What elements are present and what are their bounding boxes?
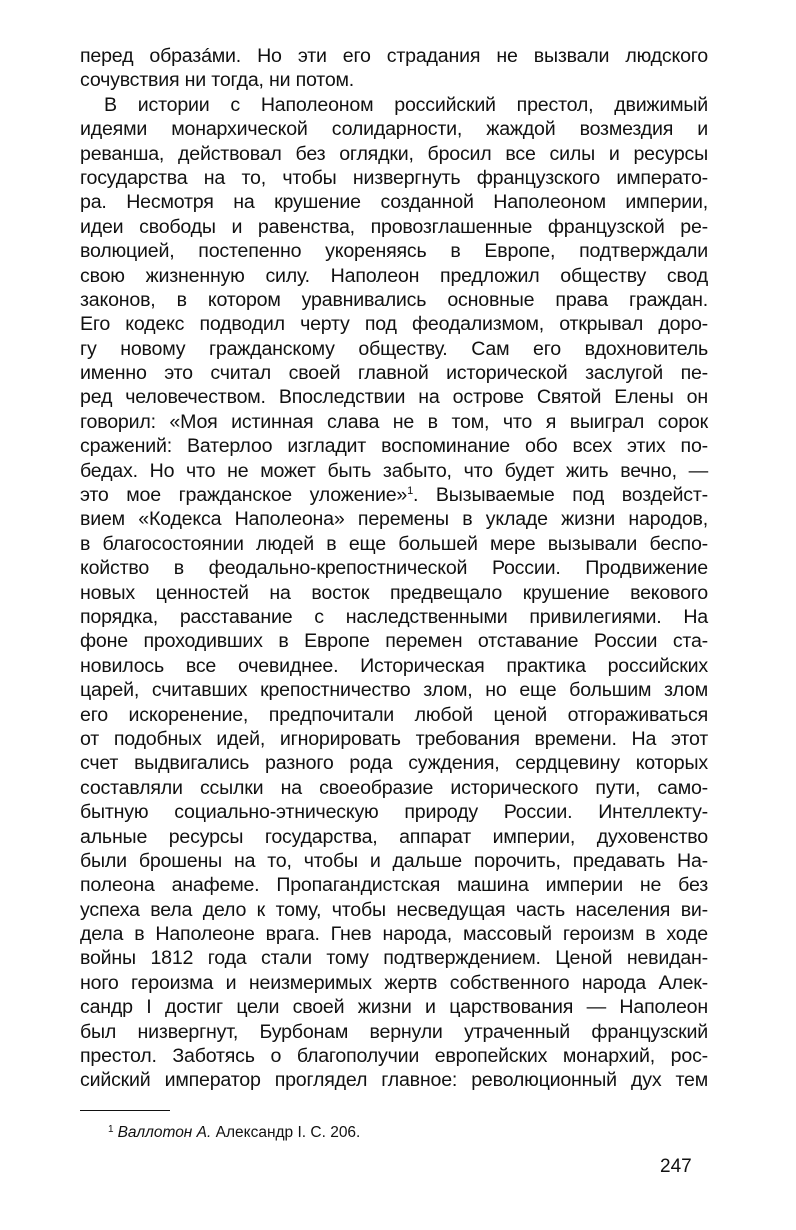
text-line: полеона анафеме. Пропагандистская машина империи не без [80, 874, 708, 897]
text-line: его искоренение, предпочитали любой ценой отгораживаться [80, 703, 708, 726]
text-line: от подобных идей, игнорировать требования времени. На этот [80, 727, 708, 750]
text-line: койство в феодально-крепостнической России. Продвижение [80, 557, 708, 580]
text-line: ра. Несмотря на крушение созданной Наполеоном империи, [80, 191, 708, 214]
text-line: порядка, расставание с наследственными привилегиями. На [80, 605, 708, 628]
text-line: ред человечеством. Впоследствии на острове Святой Елены он [80, 386, 708, 409]
text-line-with-footnote-ref [80, 483, 708, 507]
text-line: сочувствия ни тогда, ни потом. [80, 69, 355, 92]
text-line: в благосостоянии людей в еще большей мере вызывали беспо- [80, 532, 708, 555]
text-line: был низвергнут, Бурбонам вернули утраченный французский [80, 1020, 708, 1043]
text-line-end: . Вызываемые под воздейст- [413, 484, 709, 507]
text-line: сийский император проглядел главное: революционный дух тем [80, 1069, 708, 1092]
text-line: фоне проходивших в Европе перемен отставание России ста- [80, 630, 708, 653]
page-number: 247 [660, 1156, 692, 1177]
text-line: Его кодекс подводил черту под феодализмом, открывал доро- [80, 313, 708, 336]
text-line: перед образáми. Но эти его страдания не вызвали людского [80, 45, 708, 67]
text-line: В истории с Наполеоном российский престол, движимый [104, 93, 708, 116]
text-line: вием «Кодекса Наполеона» перемены в укладе жизни народов, [80, 508, 708, 531]
footnote-separator [80, 1110, 170, 1111]
text-line: реванша, действовал без оглядки, бросил все силы и ресурсы [80, 142, 708, 165]
text-line: новилось все очевиднее. Историческая практика российских [80, 654, 708, 677]
text-line: гу новому гражданскому обществу. Сам его вдохновитель [80, 337, 708, 360]
text-line: составляли ссылки на своеобразие исторического пути, само- [80, 776, 708, 799]
text-line: идеи свободы и равенства, провозглашенные французской ре- [80, 215, 708, 238]
text-line: новых ценностей на восток предвещало крушение векового [80, 581, 708, 604]
footnote-mark: 1 [108, 1124, 114, 1135]
footnote-text: Александр I. С. 206. [215, 1124, 361, 1141]
text-line: счет выдвигались разного рода суждения, сердцевину которых [80, 752, 708, 775]
text-line: сражений: Ватерлоо изгладит воспоминание обо всех этих по- [80, 435, 708, 458]
text-line: законов, в котором уравнивались основные права граждан. [80, 288, 708, 311]
text-line: царей, считавших крепостничество злом, но еще большим злом [80, 679, 708, 702]
text-line: сандр I достиг цели своей жизни и царствования — Наполеон [80, 996, 708, 1019]
text-line: войны 1812 года стали тому подтверждением. Ценой невидан- [80, 947, 708, 970]
text-line-start: это мое гражданское уложение» [80, 484, 408, 507]
main-text [80, 44, 708, 1093]
text-line: престол. Заботясь о благополучии европейских монархий, рос- [80, 1045, 708, 1068]
text-line: говорил: «Моя истинная слава не в том, что я выиграл сорок [80, 410, 708, 433]
text-line: свою жизненную силу. Наполеон предложил обществу свод [80, 264, 708, 287]
text-line: волюцией, постепенно укореняясь в Европе, подтверждали [80, 240, 708, 263]
footnote [108, 1120, 360, 1143]
text-line: именно это считал своей главной исторической заслугой пе- [80, 362, 708, 385]
text-line: государства на то, чтобы низвергнуть французского императо- [80, 166, 708, 189]
footnote-reference[interactable]: 1 [407, 485, 414, 498]
text-line: дела в Наполеоне врага. Гнев народа, массовый героизм в ходе [80, 923, 708, 946]
text-line: ного героизма и неизмеримых жертв собственного народа Алек- [80, 971, 708, 994]
text-line: бытную социально-этническую природу России. Интеллекту- [80, 801, 708, 824]
footnote-author: Валлотон А. [117, 1124, 212, 1141]
text-line: альные ресурсы государства, аппарат империи, духовенство [80, 825, 708, 848]
text-line: успеха вела дело к тому, чтобы несведущая часть населения ви- [80, 898, 708, 921]
text-line: были брошены на то, чтобы и дальше порочить, предавать На- [80, 849, 708, 872]
text-line: бедах. Но что не может быть забыто, что будет жить вечно, — [80, 459, 708, 482]
text-line: идеями монархической солидарности, жаждой возмездия и [80, 118, 708, 141]
